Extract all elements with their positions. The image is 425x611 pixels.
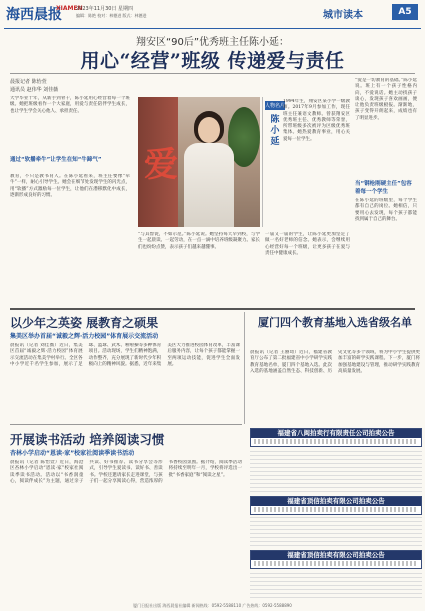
story1-para6: 在陈小延的班级里，每个学生都有自己的岗位。她相信，只要用心去发现，每个孩子都能找到属于自己的舞台。: [355, 198, 417, 222]
auction-notice-text: [250, 448, 422, 492]
auction-notice-ad: [250, 550, 422, 569]
story1-para3: “与其督促，不如示范。”陈小延说。她坚持每天早到校，与学生一起晨读、一起劳动，在一点一滴中培养班级凝聚力。家长们也纷纷点赞，表示孩子们越来越懂事。: [138, 232, 260, 250]
story3-headline: 厦门四个教育基地入选省级名单: [258, 316, 412, 329]
divider: [10, 308, 415, 310]
story2-body: 晨报讯（记者 刘佳薇）近日，集美区首届“诚毅之辉·活力校园”体育展示交流活动在集美学村举行。全区各中小学近千名学生参加，展示了足球、篮球、武术、啦啦操等多种体育项目。活动现场，学生们精神饱满，动作整齐，充分展现了新时代少年积极向上的精神风貌。据悉，近年来集美区大力推进校园体育改革，丰富课后服务内容，让每个孩子都能掌握一至两项运动技能，促进学生全面发展。: [10, 343, 240, 367]
auction-notice-text: [250, 570, 422, 598]
teacher-photo: 爱: [138, 97, 260, 227]
story1-subhead2: 当“钢枪刚硬主任”包容着每一个学生: [355, 181, 412, 195]
newspaper-logo: 海西晨报: [6, 7, 62, 23]
story1-para2: 教育，不只是教书育人。在陈小延看来，班主任要像“牵牛”一样，耐心引导学生。她会在细节处发现学生的闪光点，用“软播”方式激励每一位学生，让他们在潜移默化中成长，逐渐形成良好的习惯。: [10, 174, 130, 198]
issue-date: 2023年11月30日 星期四: [76, 6, 134, 12]
story2-subtitle: 集美区举办首届“诚毅之辉·活力校园”体育展示交流活动: [10, 333, 159, 340]
logo-subtitle: XIAMEN: [56, 5, 83, 12]
auction-notice-text: [250, 516, 422, 546]
auction-notice-ad: [250, 496, 422, 515]
story2-headline: 以少年之英姿 展教育之硕果: [10, 316, 159, 330]
story4-body: 晨报讯（记者 陈怡萱）近日，海沧区杏林小学启动“恩读·家”校家社阅读季读书活动。活动以“书香润童心，阅读伴成长”为主题，通过亲子共读、好书推荐、读书分享会等形式，引导学生爱读书、读好书、善读书。学校还邀请家长走进课堂，与孩子们一起分享阅读心得，营造浓厚的书香校园氛围。据介绍，阅读季活动将持续至明年一月，学校将评选出一批“书香家庭”和“阅读之星”。: [10, 460, 242, 484]
page-footer: 厦门日报社出版 海西晨报社编辑 新闻热线：0592-5588110 广告热线：0592-5588890: [133, 603, 292, 608]
story4-subtitle: 杏林小学启动“恩读·家”校家社阅读季读书活动: [10, 450, 135, 457]
story4-headline: 开展读书活动 培养阅读习惯: [10, 432, 165, 447]
editors-line: 编辑：陈艳 校对：林德进 版式：林德进: [76, 13, 147, 18]
column-divider: [244, 312, 245, 424]
profile-bio: 1994年生，翔安区某小学一级教师。2017年9月参加工作，现任班主任兼语文教师。曾获翔安区优秀班主任、优秀教师等荣誉，所带班级多次被评为区级优秀班集体。她热爱教育事业，用心关爱每一位学生。: [283, 99, 350, 142]
story1-byline: [10, 78, 130, 94]
page-number: A5: [392, 4, 418, 20]
story1-para1: 大学毕业十年，从新手到骨干，陈小延用心经营着每一个班级。她把班级看作一个大家庭，用爱与责任陪伴学生成长，也让学生学会关心他人、承担责任。: [10, 96, 130, 114]
divider: [10, 424, 242, 425]
profile-name: 陈小延: [270, 115, 280, 147]
divider: [10, 73, 415, 74]
story1-para5: “爱是一切教育的基础。”陈小延说。班上有一个孩子性格内向，不爱说话。她主动找孩子谈心，发现孩子喜欢画画，便让他负责班级板报。渐渐地，孩子变得开朗起来，成绩也有了明显进步。: [355, 78, 417, 121]
story1-headline: 用心“经营”班级 传递爱与责任: [80, 50, 345, 72]
section-title: 城市读本: [323, 10, 363, 21]
story1-subhead1: 通过“软播牵牛”让学生在知“牛蹄气”: [10, 157, 102, 163]
byline-reporter: 晨报记者 陈怡萱: [10, 79, 47, 85]
story1-kicker: 翔安区“90后”优秀班主任陈小延：: [135, 37, 290, 48]
ad-title: 福建省顶信拍卖有限公司拍卖公告: [251, 497, 421, 506]
ad-title: 福建省八闽拍卖行有限责任公司拍卖公告: [251, 429, 421, 438]
ad-title: 福建省顶信拍卖有限公司拍卖公告: [251, 551, 421, 560]
auction-notice-ad: [250, 428, 422, 447]
story1-para4: 一届又一届的学生，让陈小延更加坚定了做一名好老师的信念。她表示，会继续用心经营好每一个班级，让更多孩子在爱与责任中健康成长。: [265, 232, 350, 256]
profile-label: 人物名片: [265, 103, 286, 109]
byline-correspondent: 通讯员 赵伟华 刘佳薇: [10, 87, 59, 93]
story3-body: 晨报讯（记者 王丽琦）近日，福建省教育厅公布了第二批福建省中小学研学实践教育基地名单，厦门四个基地入选。此次入选的基地涵盖自然生态、科技创新、历史文化等多个领域，将为中小学生提供更加丰富的研学实践课程。下一步，厦门将加强基地建设与管理，推动研学实践教育高质量发展。: [250, 350, 420, 374]
